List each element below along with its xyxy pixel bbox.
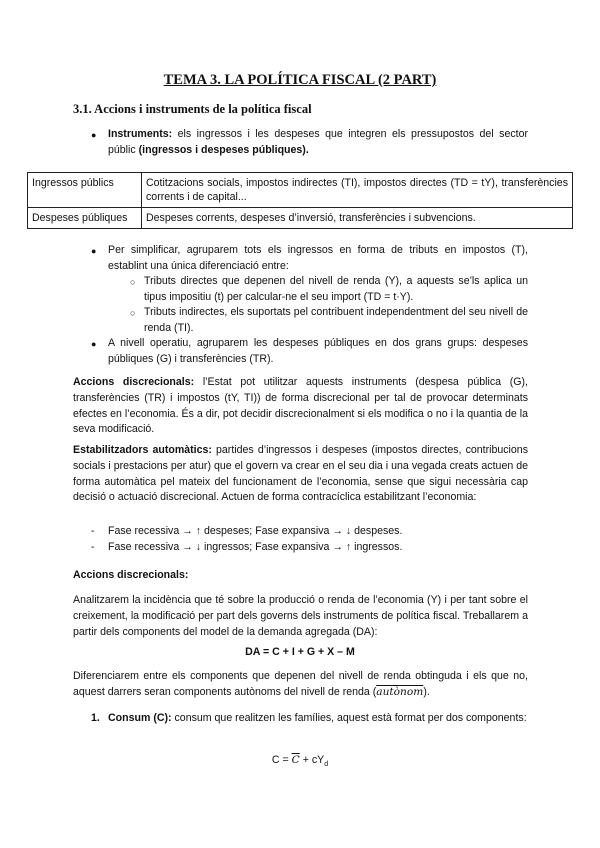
subscript: d	[324, 761, 329, 769]
list-item: Fase recessiva → ↓ ingressos; Fase expansiva → ↑ ingressos.	[108, 541, 403, 553]
instruments-table	[27, 172, 573, 229]
list-item: Fase recessiva → ↑ despeses; Fase expansiva → ↓ despeses.	[108, 525, 403, 537]
text: l’Estat pot utilitzar aquests instruments (despesa pública (G), transferències (TR) i impostos (tY, TI)) de forma discrecional per tal de provocar determinats efectes en l’economia. És a dir, pot decidir discrecionalment si els modifica o no i la quantia de la seva modificació.	[73, 376, 528, 436]
table-row	[28, 173, 573, 208]
list-number: 1.	[91, 712, 100, 724]
table-cell: Ingressos públics	[28, 173, 142, 208]
text: C =	[271, 754, 292, 766]
da-equation: DA = C + I + G + X – M	[245, 646, 355, 658]
consumption-equation	[0, 753, 600, 773]
autonom-symbol: autònom	[376, 685, 424, 698]
estab-label: Estabilitzadors automàtics:	[73, 444, 212, 456]
subheading: Accions discrecionals:	[73, 569, 189, 581]
circle-bullet-icon: ○	[130, 277, 136, 287]
dash-icon: -	[91, 525, 95, 537]
bullet-icon: ●	[91, 130, 97, 140]
text: ).	[423, 685, 430, 698]
accions-label: Accions discrecionals:	[73, 376, 195, 388]
c-bar: $\overline{C}$	[291, 754, 300, 766]
list-item: Tributs indirectes, els suportats pel contribuent independentment del seu nivell de renda (TI).	[144, 306, 528, 334]
text: els ingressos i les despeses que integren els pressupostos del sector públic	[108, 128, 528, 156]
section-heading: 3.1. Accions i instruments de la política fiscal	[73, 102, 312, 116]
dash-icon: -	[91, 541, 95, 553]
text: Diferenciarem entre els components que depenen del nivell de renda obtinguda i els que no, aquest darrers seran components autònoms del nivell de renda (	[73, 670, 528, 698]
list-item: Tributs directes que depenen del nivell de renda (Y), a aquests se’ls aplica un tipus impositiu (t) per calcular-ne el seu import (TD = t·Y).	[144, 275, 528, 303]
bullet-icon: ●	[91, 246, 97, 256]
instruments-label: Instruments:	[108, 128, 173, 140]
list-item: Per simplificar, agruparem tots els ingressos en forma de tributs en impostos (T), establint una única diferenciació entre:	[108, 244, 528, 272]
text: + cY	[299, 754, 325, 766]
instruments-paragraph	[108, 127, 528, 159]
table-cell: Cotitzacions socials, impostos indirectes (TI), impostos directes (TD = tY), transferències corrents i de capital...	[142, 173, 573, 208]
text: consum que realitzen les famílies, aquest està format per dos components:	[171, 712, 527, 724]
accions-paragraph	[73, 375, 528, 438]
diferenciarem-paragraph	[73, 669, 528, 701]
consum-label: Consum (C):	[108, 712, 172, 724]
circle-bullet-icon: ○	[130, 308, 136, 318]
text: partides d’ingressos i despeses (impostos directes, contribucions socials i prestacions per atur) que el govern va crear en el seu dia i una vegada creats actuen de forma automàtica pel mateix del funcionament de l’economia, sense que sigui necessària cap decisió o actuació discrecional. Actuen de forma contracíclica estabilitzant l’economia:	[73, 444, 528, 504]
page-title: TEMA 3. LA POLÍTICA FISCAL (2 PART)	[163, 72, 437, 88]
table-cell: Despeses públiques	[28, 208, 142, 229]
bullet-icon: ●	[91, 339, 97, 349]
table-cell: Despeses corrents, despeses d’inversió, transferències i subvencions.	[142, 208, 573, 229]
list-item: A nivell operatiu, agruparem les despeses públiques en dos grans grups: despeses públiques (G) i transferències (TR).	[108, 337, 528, 365]
table-row	[28, 208, 573, 229]
text-bold: (ingressos i despeses públiques).	[138, 143, 309, 156]
analitzarem-paragraph: Analitzarem la incidència que té sobre la producció o renda de l’economia (Y) i per tant sobre el creixement, la modificació per part dels governs dels instruments de política fiscal. Treballarem a partir dels components del model de la demanda agregada (DA):	[73, 594, 528, 638]
estabilitzadors-paragraph	[73, 443, 528, 506]
consum-paragraph	[108, 711, 528, 727]
